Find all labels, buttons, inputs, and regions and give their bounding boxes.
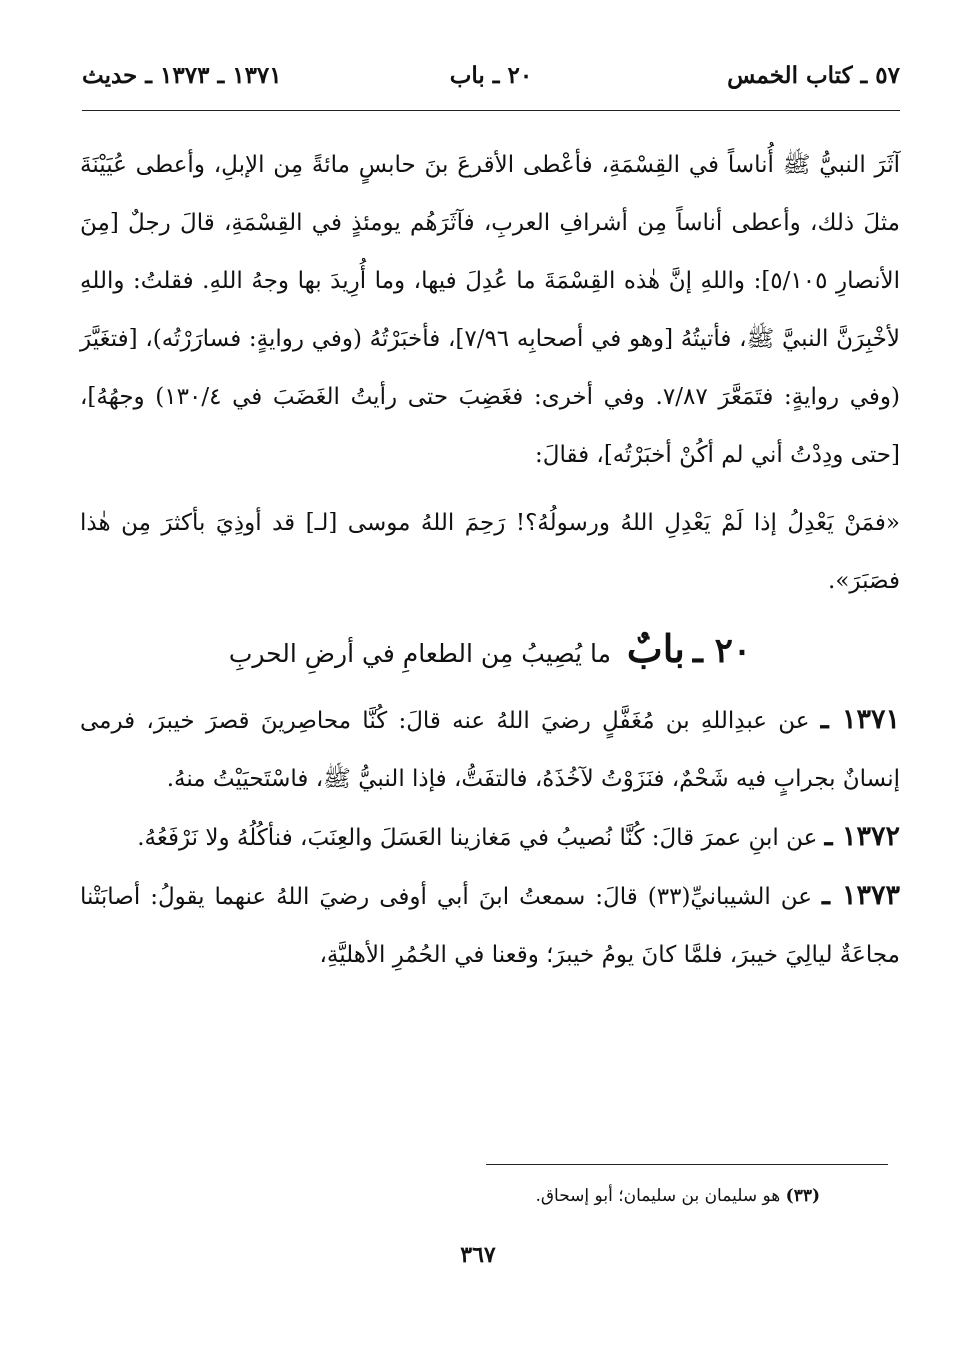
header-hadith-range: ١٣٧١ ـ ١٣٧٣ ـ حديث [82, 62, 282, 89]
chapter-number: ٢٠ ـ [692, 631, 752, 671]
footnote-text: هو سليمان بن سليمان؛ أبو إسحاق. [535, 1186, 781, 1206]
intro-paragraph: آثَرَ النبيُّ ﷺ أُناساً في القِسْمَةِ، فأعْطى الأقرعَ بنَ حابسٍ مائةً مِن الإبلِ، وأعطى عُيَيْنَةَ مثلَ ذلك، وأعطى أناساً مِن أشرافِ العربِ، فآثَرَهُم يومئذٍ في القِسْمَةِ، قالَ رجلٌ [مِنَ الأنصارِ ٥/١٠٥]: واللهِ إنَّ هٰذه القِسْمَةَ ما عُدِلَ فيها، وما أُرِيدَ بها وجهُ اللهِ. فقلتُ: واللهِ لأخْبِرَنَّ النبيَّ ﷺ، فأتيتُهُ [وهو في أصحابِه ٧/٩٦]، فأخبَرْتُهُ (وفي روايةٍ: فسارَرْتُه)، [فتغَيَّرَ (وفي روايةٍ: فتَمَعَّرَ ٧/٨٧. وفي أخرى: فغَضِبَ حتى رأيتُ الغَضَبَ في ١٣٠/٤) وجهُهُ]، [حتى ودِدْتُ أني لم أكُنْ أخبَرْتُه]، فقالَ: [80, 152, 900, 468]
running-header [82, 60, 900, 100]
hadith-1371 [80, 691, 900, 808]
hadith-number: ١٣٧٢ ـ [824, 821, 900, 852]
hadith-text: عن عبدِاللهِ بن مُغَفَّلٍ رضيَ اللهُ عنه قالَ: كُنَّا محاصِرينَ قصرَ خيبرَ، فرمى إنسانٌ بجرابٍ فيه شَحْمٌ، فنَزَوْتُ لآخُذَهُ، فالتفَتُّ، فإذا النبيُّ ﷺ، فاسْتَحيَيْتُ منهُ. [80, 708, 900, 792]
main-text [80, 136, 900, 984]
page-number: ٣٦٧ [460, 1242, 496, 1268]
hadith-number: ١٣٧١ ـ [820, 704, 900, 735]
header-chapter: ٢٠ ـ باب [449, 62, 533, 89]
hadith-number: ١٣٧٣ ـ [821, 880, 900, 911]
header-book-title: ٥٧ ـ كتاب الخمس [727, 62, 900, 89]
footnote [86, 1186, 820, 1206]
hadith-text: عن ابنِ عمرَ قالَ: كُنَّا نُصيبُ في مَغازينا العَسَلَ والعِنَبَ، فنأكُلُهُ ولا نَرْفَعُهُ. [137, 825, 818, 851]
quote-paragraph: «فمَنْ يَعْدِلُ إذا لَمْ يَعْدِلِ اللهُ ورسولُهُ؟! رَحِمَ اللهُ موسى [لـ] قد أوذِيَ بأكثرَ مِن هٰذا فصَبَرَ». [80, 510, 900, 594]
header-divider [82, 110, 900, 111]
hadith-1373 [80, 867, 900, 984]
chapter-word: بابٌ [626, 626, 685, 671]
chapter-heading [80, 616, 900, 687]
footnote-divider [486, 1164, 888, 1165]
chapter-title: ما يُصِيبُ مِن الطعامِ في أرضِ الحربِ [228, 639, 611, 668]
footnote-number: (٣٣) [785, 1186, 820, 1206]
hadith-text: عن الشيبانيِّ(٣٣) قالَ: سمعتُ ابنَ أبي أوفى رضيَ اللهُ عنهما يقولُ: أصابَتْنا مجاعَةٌ ليالِيَ خيبرَ، فلمَّا كانَ يومُ خيبرَ؛ وقعنا في الحُمُرِ الأهليَّةِ، [80, 884, 900, 968]
hadith-1372 [80, 808, 900, 867]
